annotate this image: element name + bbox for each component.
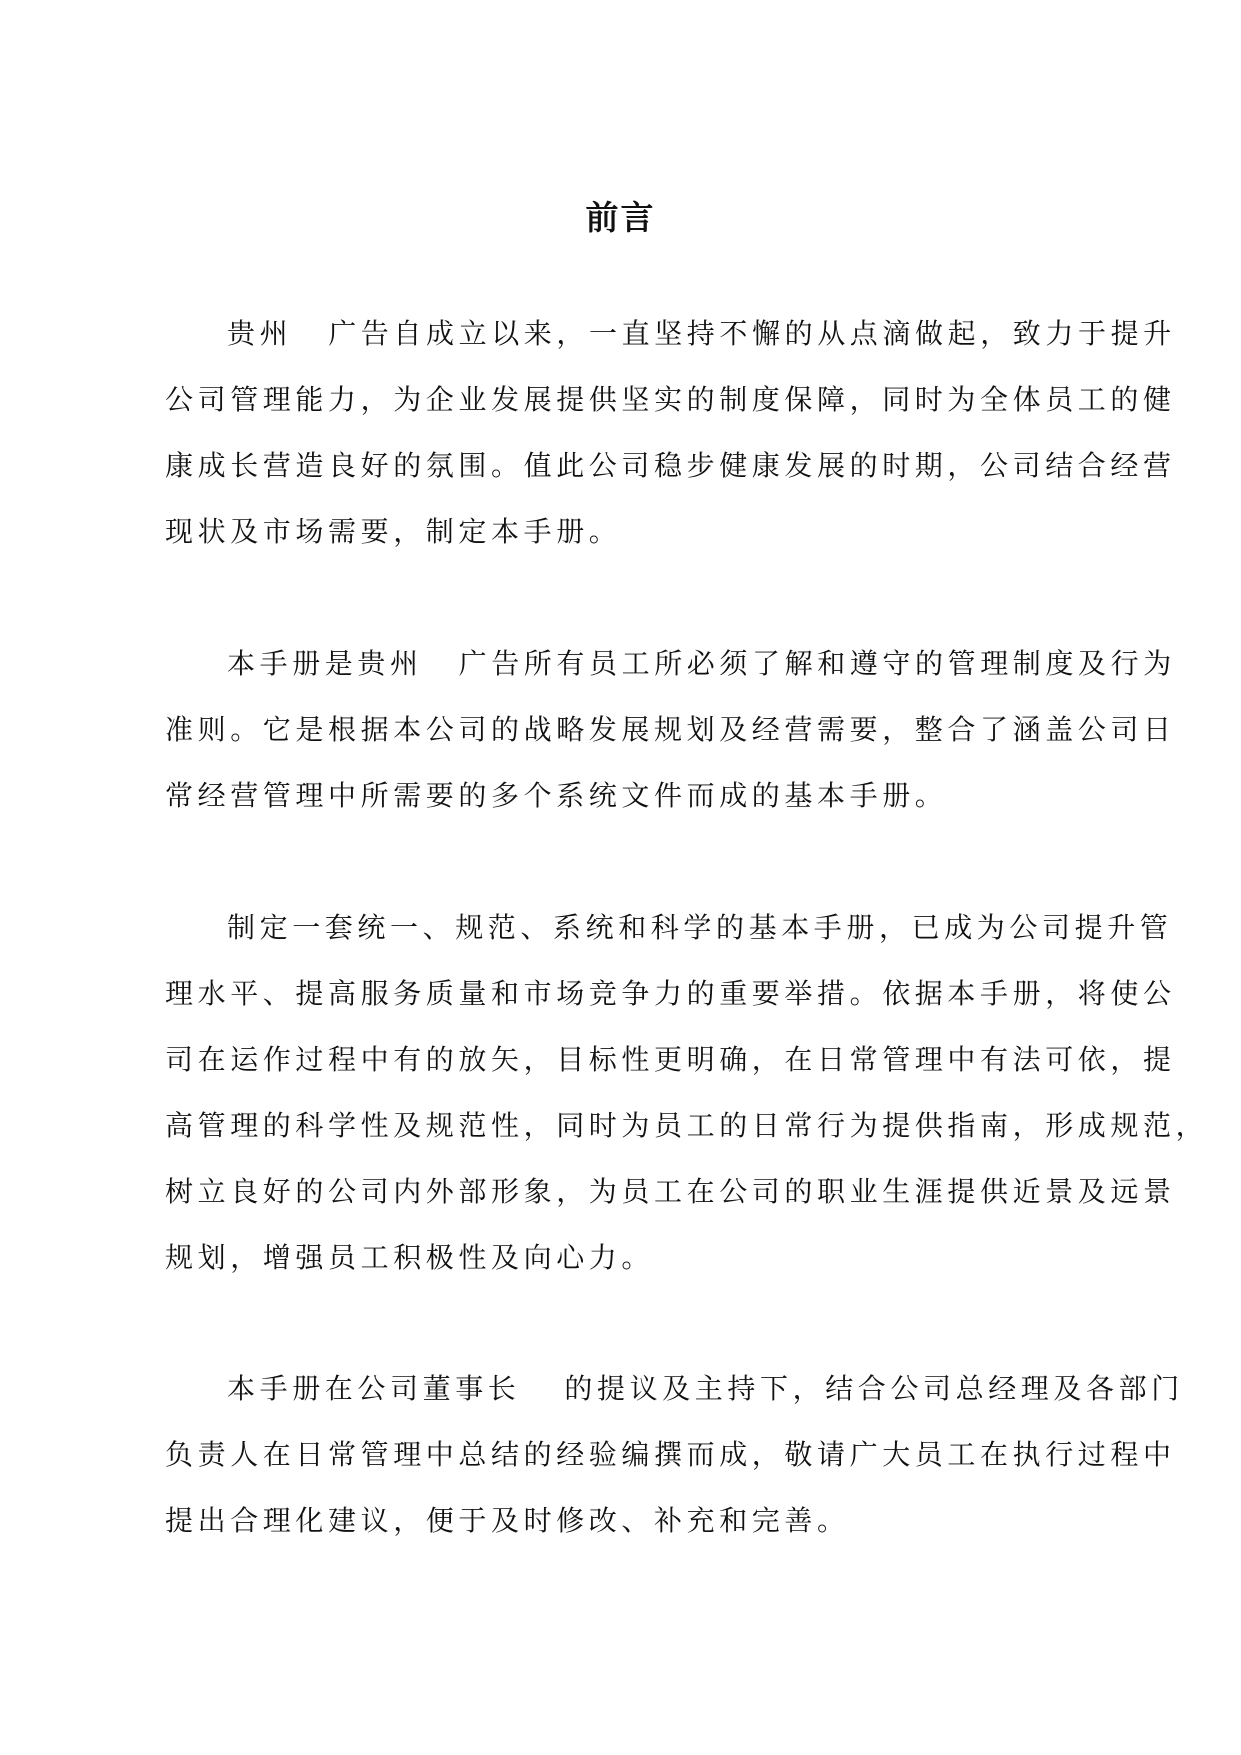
page-title: 前言 [585,198,656,237]
text-segment: 的提议及主持下，结合公司总经理及各部门 [564,1372,1184,1405]
paragraph-line: 理水平、提高服务质量和市场竞争力的重要举措。依据本手册，将使公 [165,977,1176,1010]
text-segment: 本手册是贵州 [227,647,423,680]
paragraph-line: 制定一套统一、规范、系统和科学的基本手册，已成为公司提升管 [227,911,1173,944]
paragraph-line: 准则。它是根据本公司的战略发展规划及经营需要，整合了涵盖公司日 [165,713,1176,746]
paragraph-line [165,301,1176,367]
paragraph-line [165,631,1176,697]
paragraph-4 [165,1356,1184,1554]
paragraph-line: 现状及市场需要，制定本手册。 [165,515,622,548]
text-segment: 广告所有员工所必须了解和遵守的管理制度及行为 [458,647,1176,680]
paragraph-line: 司在运作过程中有的放矢，目标性更明确，在日常管理中有法可依，提 [165,1043,1176,1076]
text-segment: 广告自成立以来，一直坚持不懈的从点滴做起，致力于提升 [328,317,1176,350]
paragraph-line: 常经营管理中所需要的多个系统文件而成的基本手册。 [165,779,948,812]
text-segment: 贵州 [227,317,293,350]
paragraph-line: 树立良好的公司内外部形象，为员工在公司的职业生涯提供近景及远景 [165,1175,1176,1208]
paragraph-line: 康成长营造良好的氛围。值此公司稳步健康发展的时期，公司结合经营 [165,449,1176,482]
paragraph-line: 公司管理能力，为企业发展提供坚实的制度保障，同时为全体员工的健 [165,383,1176,416]
paragraph-line: 提出合理化建议，便于及时修改、补充和完善。 [165,1504,850,1537]
paragraph-2 [165,631,1176,829]
paragraph-line: 高管理的科学性及规范性，同时为员工的日常行为提供指南，形成规范， [165,1109,1209,1142]
paragraph-1 [165,301,1176,565]
paragraph-line: 负责人在日常管理中总结的经验编撰而成，敬请广大员工在执行过程中 [165,1438,1176,1471]
paragraph-line [165,1356,1184,1422]
paragraph-3 [165,895,1209,1291]
paragraph-line: 规划，增强员工积极性及向心力。 [165,1241,655,1274]
text-segment: 本手册在公司董事长 [227,1372,521,1405]
